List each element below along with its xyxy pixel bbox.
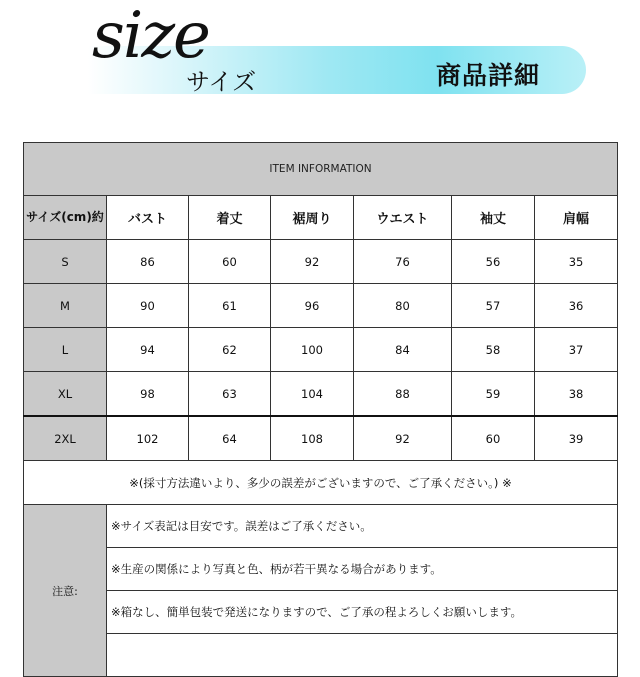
table-cell: 63 (189, 372, 271, 417)
column-header-length: 着丈 (189, 196, 271, 240)
table-cell: 37 (535, 328, 618, 372)
table-row-l (24, 328, 618, 372)
table-cell: 90 (107, 284, 189, 328)
table-cell: 80 (354, 284, 452, 328)
table-cell: 96 (271, 284, 354, 328)
table-cell: 100 (271, 328, 354, 372)
table-row-2xl (24, 416, 618, 461)
table-cell: 108 (271, 416, 354, 461)
caution-label: 注意: (24, 505, 107, 677)
table-cell: 58 (452, 328, 535, 372)
size-label: L (24, 328, 107, 372)
table-cell: 62 (189, 328, 271, 372)
size-label: 2XL (24, 416, 107, 461)
column-header-hem: 裾周り (271, 196, 354, 240)
table-cell: 60 (189, 240, 271, 284)
table-row-xl (24, 372, 618, 417)
table-cell: 102 (107, 416, 189, 461)
table-cell: 104 (271, 372, 354, 417)
table-cell: 94 (107, 328, 189, 372)
measurement-note: ※(採寸方法違いより、多少の誤差がございますので、ご了承ください。) ※ (24, 461, 618, 505)
size-label: M (24, 284, 107, 328)
column-header-waist: ウエスト (354, 196, 452, 240)
table-cell: 98 (107, 372, 189, 417)
table-cell: 57 (452, 284, 535, 328)
table-cell: 60 (452, 416, 535, 461)
size-label: S (24, 240, 107, 284)
table-cell: 39 (535, 416, 618, 461)
size-kana-label: サイズ (186, 68, 257, 96)
table-cell: 59 (452, 372, 535, 417)
column-header-sleeve: 袖丈 (452, 196, 535, 240)
caution-item: ※箱なし、簡単包装で発送になりますので、ご了承の程よろしくお願いします。 (107, 591, 618, 634)
table-cell: 35 (535, 240, 618, 284)
product-detail-title: 商品詳細 (436, 61, 541, 90)
table-cell: 56 (452, 240, 535, 284)
table-cell: 36 (535, 284, 618, 328)
caution-item: ※生産の関係により写真と色、柄が若干異なる場合があります。 (107, 548, 618, 591)
table-cell: 88 (354, 372, 452, 417)
table-cell: 84 (354, 328, 452, 372)
table-cell: 61 (189, 284, 271, 328)
table-cell: 92 (354, 416, 452, 461)
column-header-shoulder: 肩幅 (535, 196, 618, 240)
page-header (0, 0, 640, 120)
table-cell: 38 (535, 372, 618, 417)
table-row-m (24, 284, 618, 328)
table-cell: 76 (354, 240, 452, 284)
size-unit-header: サイズ(cm)約 (24, 196, 107, 240)
size-table (23, 142, 618, 677)
table-cell: 92 (271, 240, 354, 284)
size-script-logo: size (92, 0, 209, 73)
table-cell: 64 (189, 416, 271, 461)
size-label: XL (24, 372, 107, 417)
table-cell: 86 (107, 240, 189, 284)
caution-item: ※サイズ表記は目安です。誤差はご了承ください。 (107, 505, 618, 548)
table-row-s (24, 240, 618, 284)
column-header-bust: バスト (107, 196, 189, 240)
item-information-title: ITEM INFORMATION (24, 143, 618, 196)
